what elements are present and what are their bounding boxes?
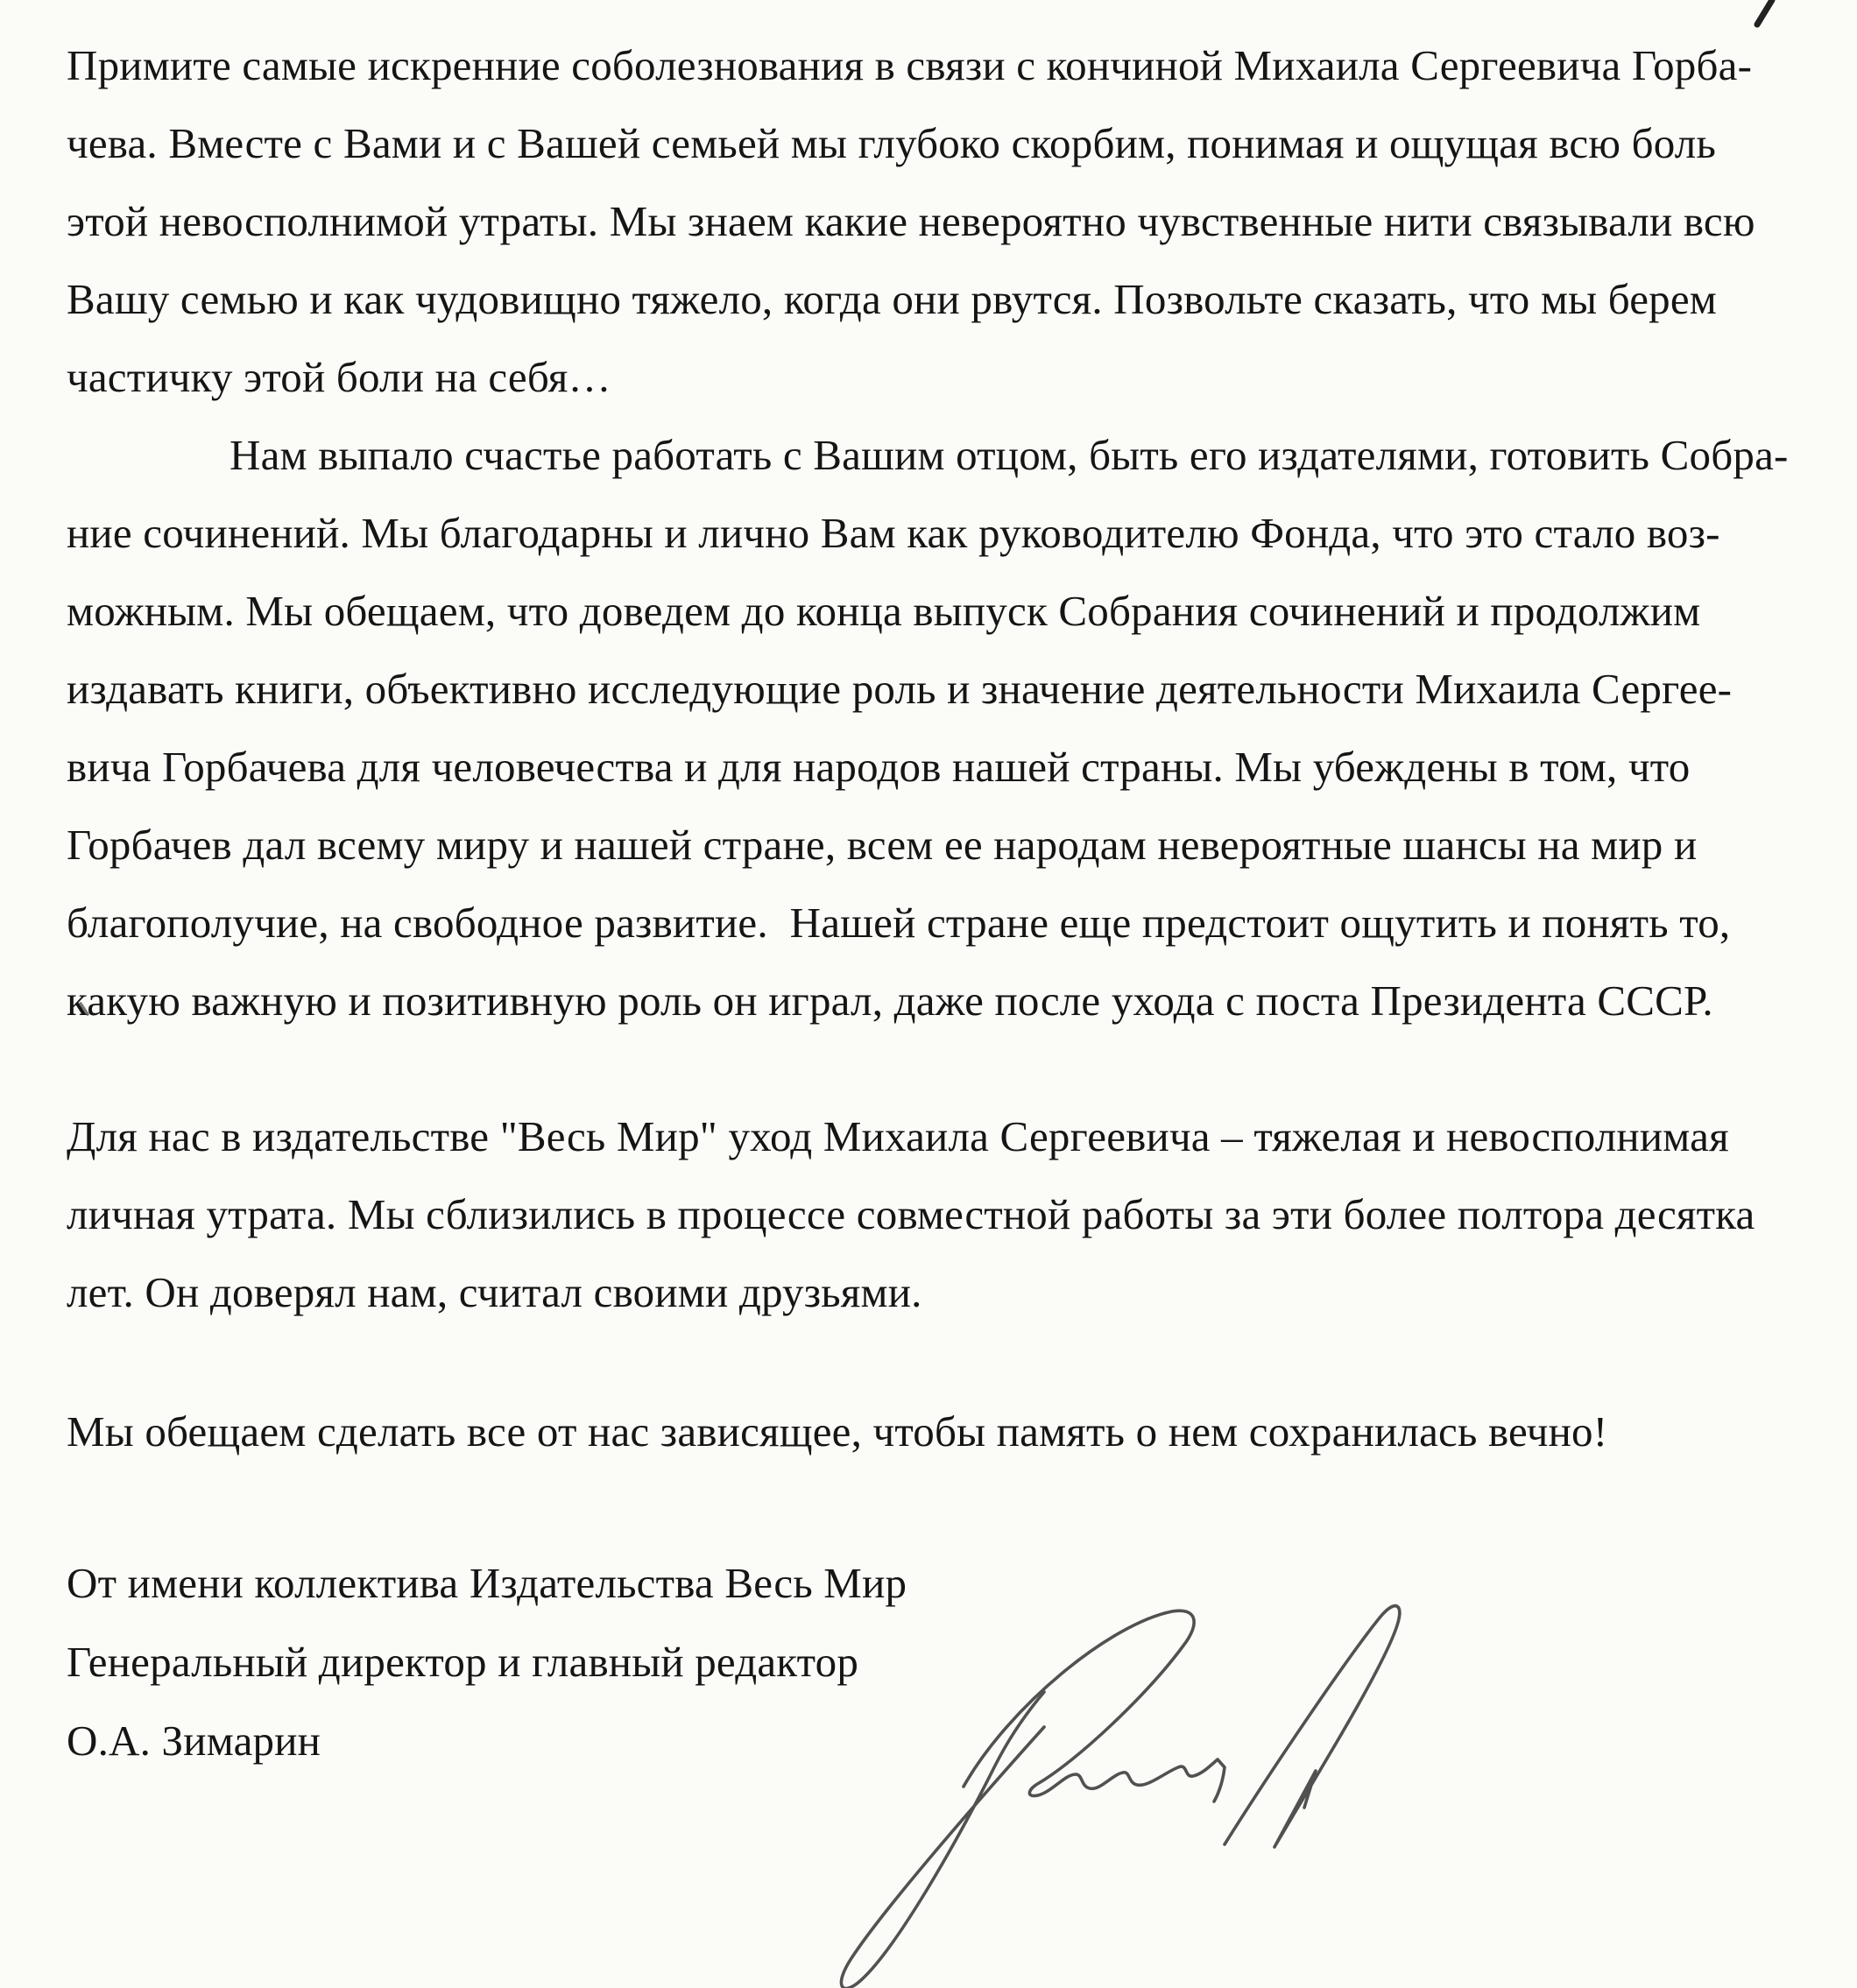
- paragraph: [67, 1392, 1607, 1470]
- letter-line: этой невосполнимой утраты. Мы знаем какие невероятно чувственные нити связывали всю: [67, 197, 1755, 245]
- letter-line: ние сочинений. Мы благодарны и лично Вам как руководителю Фонда, что это стало воз-: [67, 509, 1720, 557]
- signature-tail-stroke: [1225, 1606, 1400, 1847]
- letter-line: Примите самые искренние соболезнования в связи с кончиной Михаила Сергеевича Горба-: [67, 41, 1753, 89]
- letter-line: благополучие, на свободное развитие. Нашей стране еще предстоит ощутить и понять то,: [67, 899, 1731, 947]
- ink-stroke: [1757, 0, 1772, 25]
- closing-line: О.А. Зимарин: [67, 1717, 321, 1765]
- letter-line: Вашу семью и как чудовищно тяжело, когда они рвутся. Позвольте сказать, что мы берем: [67, 275, 1718, 323]
- letter-line: Мы обещаем сделать все от нас зависящее, чтобы память о нем сохранилась вечно!: [67, 1407, 1608, 1456]
- letter-line: какую важную и позитивную роль он играл, даже после ухода с поста Президента СССР.: [67, 976, 1713, 1025]
- signature-block: [67, 1544, 907, 1780]
- closing-line: Генеральный директор и главный редактор: [67, 1638, 859, 1686]
- closing-line: От имени коллектива Издательства Весь Мир: [67, 1559, 907, 1607]
- letter-line: чева. Вместе с Вами и с Вашей семьей мы глубоко скорбим, понимая и ощущая всю боль: [67, 119, 1716, 167]
- letter-line: можным. Мы обещаем, что доведем до конца выпуск Собрания сочинений и продолжим: [67, 587, 1701, 635]
- letter-line: лет. Он доверял нам, считал своими друзьями.: [67, 1268, 922, 1316]
- paragraph: [67, 416, 1789, 1040]
- paragraph: [67, 1097, 1755, 1331]
- paragraph: [67, 26, 1755, 416]
- letter-line: Для нас в издательстве "Весь Мир" уход Михаила Сергеевича – тяжелая и невосполнимая: [67, 1112, 1729, 1160]
- letter-line: частичку этой боли на себя…: [67, 353, 611, 401]
- signature-main-stroke: [964, 1611, 1225, 1801]
- letter-line: издавать книги, объективно исследующие роль и значение деятельности Михаила Сергее-: [67, 665, 1733, 713]
- letter-line: личная утрата. Мы сблизились в процессе совместной работы за эти более полтора десятка: [67, 1190, 1755, 1238]
- letter-line: вича Горбачева для человечества и для народов нашей страны. Мы убеждены в том, что: [67, 743, 1691, 791]
- letter-line: Нам выпало счастье работать с Вашим отцом, быть его издателями, готовить Собра-: [229, 431, 1789, 479]
- letter-line: Горбачев дал всему миру и нашей стране, всем ее народам невероятные шансы на мир и: [67, 821, 1698, 869]
